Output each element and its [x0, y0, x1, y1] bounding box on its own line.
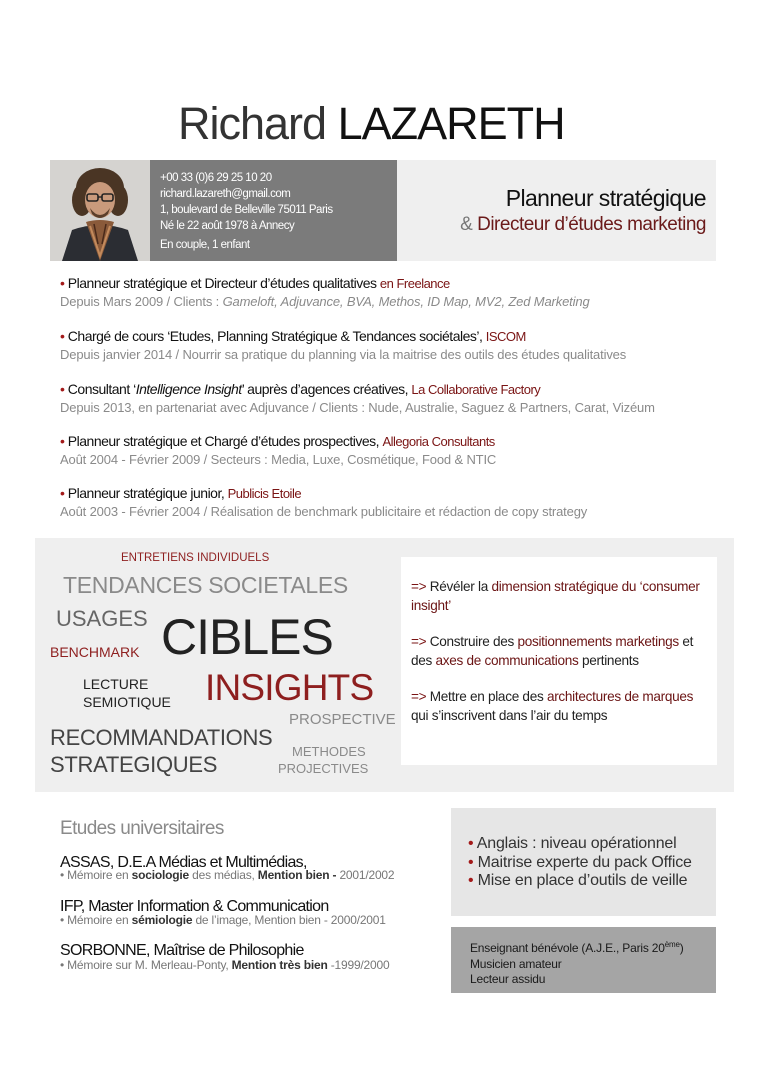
- phone[interactable]: +00 33 (0)6 29 25 10 20: [160, 172, 272, 184]
- skill-text: Anglais : niveau opérationnel: [476, 835, 677, 852]
- word-lecture: LECTURE: [83, 676, 149, 692]
- word-benchmark: BENCHMARK: [50, 644, 140, 660]
- arrow-icon: =>: [411, 579, 427, 594]
- experience-title: [60, 274, 760, 293]
- experience-item: [60, 484, 760, 521]
- word-entretiens: ENTRETIENS INDIVIDUELS: [121, 552, 270, 564]
- value-text: et des: [411, 634, 694, 668]
- bullet: •: [468, 835, 474, 852]
- education-detail: [60, 959, 389, 972]
- family-status: En couple, 1 enfant: [160, 239, 250, 251]
- experience-org: ISCOM: [485, 329, 526, 344]
- value-text: Mettre en place des: [426, 689, 547, 704]
- experience-details: [60, 293, 760, 311]
- bullet: •: [60, 433, 65, 449]
- superscript: ème: [664, 940, 680, 949]
- experience-org: La Collaborative Factory: [411, 382, 541, 397]
- bullet: •: [60, 328, 65, 344]
- profile-photo: [50, 160, 150, 261]
- contact-box: [150, 160, 397, 261]
- experience-item: [60, 327, 760, 364]
- last-name: LAZARETH: [337, 98, 565, 149]
- word-tendances: TENDANCES SOCIETALES: [63, 572, 348, 598]
- value-highlight: dimension stratégique du ‘consumer insight’: [411, 579, 700, 613]
- interest-item: [470, 937, 716, 957]
- experience-title: [60, 432, 760, 451]
- education-detail-text: de l’image, Mention bien - 2000/2001: [192, 913, 386, 927]
- portrait-image: [50, 160, 150, 261]
- experience-clients: Gameloft, Adjuvance, BVA, Methos, ID Map, MV2, Zed Marketing: [222, 294, 590, 309]
- value-highlight: positionnements marketings: [517, 634, 679, 649]
- job-title-secondary-text: Directeur d’études marketing: [477, 214, 706, 235]
- experience-org: Publicis Etoile: [227, 486, 302, 501]
- skill-item: [468, 835, 716, 854]
- experience-details: Août 2003 - Février 2004 / Réalisation de benchmark publicitaire et rédaction de copy strategy: [60, 504, 588, 519]
- interests-box: [451, 927, 716, 993]
- experience-role: Planneur stratégique et Directeur d’études qualitatives: [64, 275, 380, 291]
- job-title-secondary: [397, 212, 706, 238]
- word-cibles: CIBLES: [161, 609, 333, 665]
- experience-item: [60, 274, 760, 311]
- education-detail-text: -1999/2000: [327, 958, 390, 972]
- first-name: Richard: [178, 98, 327, 149]
- bullet: •: [468, 853, 474, 871]
- experience-details: Depuis janvier 2014 / Nourrir sa pratique du planning via la maitrise des outils des études qualitatives: [60, 347, 627, 362]
- education-detail-bold: Mention bien -: [257, 868, 340, 882]
- experience-title: [60, 380, 760, 399]
- value-text: Construire des: [426, 634, 518, 649]
- value-proposition-box: [401, 557, 717, 765]
- experience-item: [60, 432, 760, 469]
- candidate-name: [178, 96, 565, 152]
- experience-details: Août 2004 - Février 2009 / Secteurs : Media, Luxe, Cosmétique, Food & NTIC: [60, 452, 497, 467]
- value-text: qui s’inscrivent dans l’air du temps: [411, 708, 608, 723]
- experience-details: Depuis 2013, en partenariat avec Adjuvance / Clients : Nude, Australie, Saguez & Partners, Carat, Vizéum: [60, 400, 655, 415]
- experience-org: en Freelance: [379, 276, 450, 291]
- value-item: [411, 577, 707, 615]
- address: 1, boulevard de Belleville 75011 Paris: [160, 204, 333, 216]
- experience-title: [60, 327, 760, 346]
- education-school: ASSAS, D.E.A Médias et Multimédias,: [60, 854, 307, 871]
- experience-role: Consultant ‘: [64, 381, 136, 397]
- education-school: SORBONNE, Maîtrise de Philosophie: [60, 942, 304, 959]
- value-item: [411, 687, 707, 725]
- word-projectives: PROJECTIVES: [278, 761, 369, 776]
- value-text: pertinents: [578, 653, 639, 668]
- skills-box: [451, 808, 716, 916]
- interest-item: Lecteur assidu: [470, 972, 546, 986]
- value-item: [411, 632, 707, 670]
- experience-item: [60, 380, 760, 417]
- education-heading: Etudes universitaires: [60, 818, 224, 839]
- education-detail-text: • Mémoire en: [60, 868, 132, 882]
- email[interactable]: richard.lazareth@gmail.com: [160, 188, 291, 200]
- bullet: •: [60, 381, 65, 397]
- word-usages: USAGES: [56, 606, 148, 631]
- interest-text: Enseignant bénévole (A.J.E., Paris 20: [470, 941, 665, 955]
- experience-role-italic: Intelligence Insight: [135, 381, 242, 397]
- education-detail-text: • Mémoire en: [60, 913, 132, 927]
- word-insights: INSIGHTS: [205, 667, 374, 708]
- job-title-box: [397, 160, 716, 261]
- experience-role: Planneur stratégique junior,: [64, 485, 228, 501]
- word-prospective: PROSPECTIVE: [289, 711, 396, 728]
- word-recommandations: RECOMMANDATIONS: [50, 725, 273, 750]
- bullet: •: [60, 275, 65, 291]
- interest-text-end: ): [679, 941, 684, 955]
- arrow-icon: =>: [411, 689, 427, 704]
- arrow-icon: =>: [411, 634, 427, 649]
- word-methodes: METHODES: [292, 744, 366, 759]
- skill-text: Mise en place d’outils de veille: [477, 872, 688, 889]
- word-semiotique: SEMIOTIQUE: [83, 694, 171, 710]
- education-school: IFP, Master Information & Communication: [60, 898, 329, 915]
- experience-details-prefix: Depuis Mars 2009 / Clients :: [60, 294, 223, 309]
- skill-item: [468, 854, 716, 873]
- interest-item: Musicien amateur: [470, 956, 562, 971]
- experience-org: Allegoria Consultants: [382, 434, 495, 449]
- education-detail-bold: Mention très bien: [231, 958, 328, 972]
- job-title-main: Planneur stratégique: [505, 185, 706, 211]
- education-detail-text: • Mémoire sur M. Merleau-Ponty,: [60, 958, 232, 972]
- value-text: Révéler la: [426, 579, 492, 594]
- education-detail: [60, 914, 386, 927]
- skill-text: Maitrise experte du pack Office: [477, 853, 692, 871]
- experience-role: Planneur stratégique et Chargé d’études prospectives,: [64, 433, 383, 449]
- education-detail: [60, 869, 394, 882]
- word-strategiques: STRATEGIQUES: [50, 752, 218, 777]
- bullet: •: [468, 872, 474, 889]
- value-highlight: architectures de marques: [546, 689, 694, 704]
- bullet: •: [60, 485, 65, 501]
- experience-role-end: ’ auprès d’agences créatives,: [241, 381, 412, 397]
- education-detail-bold: sémiologie: [131, 913, 193, 927]
- education-detail-text: des médias,: [189, 868, 258, 882]
- value-highlight: axes de communications: [435, 653, 579, 668]
- education-detail-bold: sociologie: [131, 868, 189, 882]
- skill-item: [468, 872, 716, 891]
- birth-info: Né le 22 août 1978 à Annecy: [160, 220, 295, 232]
- ampersand: &: [460, 214, 473, 235]
- education-detail-text: 2001/2002: [339, 868, 395, 882]
- experience-title: [60, 484, 760, 503]
- experience-role: Chargé de cours ‘Etudes, Planning Stratégique & Tendances sociétales’,: [64, 328, 486, 344]
